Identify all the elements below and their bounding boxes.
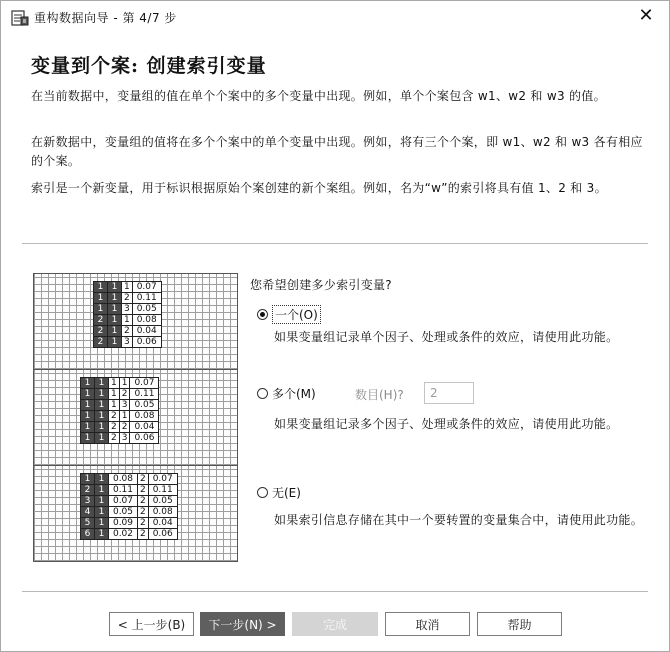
back-button[interactable]: < 上一步(B) (109, 612, 194, 636)
illustration-cell: 3 (122, 337, 133, 348)
option-multiple-description: 如果变量组记录多个因子、处理或条件的效应，请使用此功能。 (274, 417, 619, 431)
illustration-cell: 3 (122, 304, 133, 315)
illustration-row (81, 389, 159, 400)
option-none-radio[interactable] (257, 483, 301, 501)
illustration-cell: 1 (108, 282, 122, 293)
illustration-table-none (80, 473, 178, 540)
radio-indicator-multiple[interactable] (257, 388, 268, 399)
illustration-row (81, 518, 178, 529)
illustration-cell: 1 (95, 400, 109, 411)
close-icon: ✕ (638, 5, 654, 26)
illustration-row (94, 293, 162, 304)
illustration-cell: 1 (95, 411, 109, 422)
illustration-row (81, 433, 159, 444)
illustration-row (94, 337, 162, 348)
illustration-cell: 0.06 (130, 433, 159, 444)
illustration-cell: 2 (94, 337, 108, 348)
illustration-cell: 2 (109, 411, 120, 422)
intro-paragraph-index: 索引是一个新变量，用于标识根据原始个案创建的新个案组。例如，名为“w”的索引将具有值 1、2 和 3。 (31, 181, 607, 195)
illustration-cell: 2 (138, 518, 149, 529)
illustration-cell: 0.05 (109, 507, 138, 518)
help-button[interactable]: 帮助 (477, 612, 562, 636)
option-one-description: 如果变量组记录单个因子、处理或条件的效应，请使用此功能。 (274, 330, 619, 344)
illustration-cell: 1 (108, 293, 122, 304)
illustration-cell: 1 (122, 282, 133, 293)
illustration-cell: 1 (95, 507, 109, 518)
illustration-cell: 3 (119, 433, 130, 444)
illustration-table-multiple (80, 377, 159, 444)
illustration-multiple-index (33, 369, 238, 466)
illustration-table-one (93, 281, 162, 348)
index-count-label: 数目(H)? (355, 388, 404, 402)
next-button[interactable]: 下一步(N) > (200, 612, 285, 636)
illustration-cell: 0.02 (109, 529, 138, 540)
illustration-cell: 1 (95, 529, 109, 540)
illustration-cell: 1 (81, 474, 95, 485)
illustration-cell: 1 (81, 422, 95, 433)
illustration-cell: 3 (81, 496, 95, 507)
illustration-cell: 1 (94, 293, 108, 304)
illustration-cell: 1 (108, 304, 122, 315)
data-wizard-icon (11, 9, 29, 27)
option-none-label[interactable]: 无(E) (272, 485, 301, 500)
illustration-cell: 1 (81, 378, 95, 389)
illustration-cell: 5 (81, 518, 95, 529)
illustration-cell: 0.07 (109, 496, 138, 507)
finish-button[interactable]: 完成 (292, 612, 378, 636)
illustration-no-index (33, 465, 238, 562)
illustration-cell: 2 (94, 326, 108, 337)
illustration-row (94, 282, 162, 293)
illustration-cell: 1 (95, 485, 109, 496)
illustration-cell: 2 (122, 293, 133, 304)
illustration-cell: 2 (122, 326, 133, 337)
illustration-cell: 0.08 (130, 411, 159, 422)
option-multiple-radio[interactable] (257, 384, 316, 402)
cancel-button[interactable]: 取消 (385, 612, 470, 636)
illustration-cell: 1 (81, 411, 95, 422)
index-count-question: 您希望创建多少索引变量? (250, 278, 392, 292)
illustration-cell: 1 (81, 400, 95, 411)
illustration-one-index (33, 273, 238, 370)
illustration-cell: 6 (81, 529, 95, 540)
illustration-cell: 0.07 (130, 378, 159, 389)
illustration-cell: 2 (138, 496, 149, 507)
illustration-cell: 1 (109, 400, 120, 411)
radio-indicator-none[interactable] (257, 487, 268, 498)
illustration-cell: 1 (81, 433, 95, 444)
illustration-row (81, 400, 159, 411)
illustration-cell: 1 (95, 422, 109, 433)
title-bar (1, 1, 669, 35)
illustration-row (81, 485, 178, 496)
illustration-cell: 1 (95, 518, 109, 529)
illustration-cell: 2 (81, 485, 95, 496)
illustration-row (81, 496, 178, 507)
option-multiple-label[interactable]: 多个(M) (272, 386, 316, 401)
option-one-radio[interactable] (257, 305, 321, 323)
illustration-row (81, 422, 159, 433)
illustration-cell: 2 (109, 433, 120, 444)
window-title: 重构数据向导 - 第 4/7 步 (34, 11, 177, 25)
illustration-cell: 2 (138, 474, 149, 485)
illustration-row (81, 411, 159, 422)
illustration-row (94, 326, 162, 337)
illustration-cell: 2 (138, 529, 149, 540)
illustration-cell: 1 (95, 389, 109, 400)
illustration-cell: 0.04 (132, 326, 161, 337)
footer-divider (22, 591, 648, 592)
illustration-cell: 4 (81, 507, 95, 518)
illustration-cell: 1 (95, 474, 109, 485)
illustration-cell: 1 (94, 304, 108, 315)
illustration-cell: 0.06 (148, 529, 177, 540)
illustration-cell: 2 (109, 422, 120, 433)
illustration-row (81, 507, 178, 518)
illustration-cell: 1 (119, 411, 130, 422)
illustration-cell: 3 (119, 400, 130, 411)
illustration-row (94, 304, 162, 315)
illustration-row (81, 378, 159, 389)
index-count-input[interactable]: 2 (424, 382, 474, 404)
illustration-cell: 0.05 (132, 304, 161, 315)
illustration-cell: 2 (94, 315, 108, 326)
intro-paragraph-new: 在新数据中，变量组的值将在多个个案中的单个变量中出现。例如，将有三个个案，即 w1、w2 和 w3 各有相应的个案。 (31, 135, 643, 168)
illustration-cell: 1 (109, 389, 120, 400)
illustration-cell: 0.04 (148, 518, 177, 529)
radio-indicator-one[interactable] (257, 309, 268, 320)
illustration-cell: 0.08 (132, 315, 161, 326)
illustration-cell: 2 (138, 507, 149, 518)
illustration-cell: 1 (119, 378, 130, 389)
illustration-cell: 1 (95, 496, 109, 507)
illustration-row (81, 474, 178, 485)
header-divider (22, 243, 648, 244)
illustration-cell: 0.11 (109, 485, 138, 496)
illustration-cell: 1 (122, 315, 133, 326)
illustration-cell: 0.05 (148, 496, 177, 507)
illustration-cell: 0.11 (130, 389, 159, 400)
illustration-cell: 0.04 (130, 422, 159, 433)
illustration-cell: 0.07 (148, 474, 177, 485)
illustration-cell: 2 (119, 389, 130, 400)
illustration-cell: 0.05 (130, 400, 159, 411)
illustration-cell: 1 (108, 326, 122, 337)
option-one-label[interactable]: 一个(O) (272, 305, 321, 324)
illustration-cell: 0.11 (148, 485, 177, 496)
illustration-cell: 1 (81, 389, 95, 400)
illustration-cell: 0.08 (109, 474, 138, 485)
illustration-cell: 1 (95, 378, 109, 389)
illustration-row (81, 529, 178, 540)
illustration-cell: 1 (108, 315, 122, 326)
illustration-row (94, 315, 162, 326)
illustration-cell: 0.06 (132, 337, 161, 348)
intro-paragraph-current: 在当前数据中，变量组的值在单个个案中的多个变量中出现。例如，单个个案包含 w1、w2 和 w3 的值。 (31, 89, 606, 103)
illustration-cell: 2 (119, 422, 130, 433)
illustration-cell: 1 (109, 378, 120, 389)
illustration-cell: 0.07 (132, 282, 161, 293)
illustration-cell: 1 (108, 337, 122, 348)
illustration-cell: 0.11 (132, 293, 161, 304)
illustration-cell: 0.08 (148, 507, 177, 518)
illustration-cell: 0.09 (109, 518, 138, 529)
option-none-description: 如果索引信息存储在其中一个要转置的变量集合中，请使用此功能。 (274, 513, 644, 527)
illustration-cell: 2 (138, 485, 149, 496)
close-button[interactable] (635, 5, 657, 27)
illustration-cell: 1 (94, 282, 108, 293)
step-heading: 变量到个案: 创建索引变量 (31, 55, 267, 77)
illustration-cell: 1 (95, 433, 109, 444)
